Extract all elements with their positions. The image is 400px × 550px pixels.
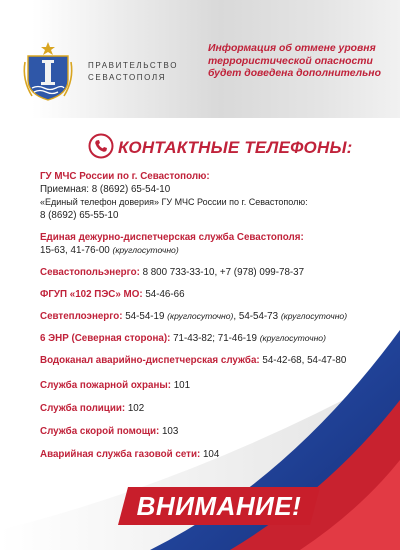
phone-line xyxy=(40,244,380,257)
contact-edds xyxy=(40,231,380,257)
government-name xyxy=(88,60,198,84)
org-name: Водоканал аварийно-диспетчерская служба: xyxy=(40,355,260,366)
org-name: ГУ МЧС России по г. Севастополю: xyxy=(40,171,210,182)
org-name: Единая дежурно-диспетчерская служба Севастополя: xyxy=(40,232,304,243)
contact-mchs xyxy=(40,170,380,222)
phone-icon xyxy=(88,133,114,159)
org-name: ФГУП «102 ПЭС» МО: xyxy=(40,289,143,300)
attention-text: ВНИМАНИЕ! xyxy=(136,491,302,521)
threat-level-notice: Информация об отмене уровня террористической опасности будет доведена дополнительно xyxy=(208,43,381,79)
contacts-title: КОНТАКТНЫЕ ТЕЛЕФОНЫ: xyxy=(118,138,353,157)
hotline-number: 8 (8692) 65-55-10 xyxy=(40,210,119,221)
org-name: Служба пожарной охраны: xyxy=(40,380,171,391)
gov-line-1: ПРАВИТЕЛЬСТВО xyxy=(88,61,179,70)
reception-line xyxy=(40,183,380,196)
hotline-label: «Единый телефон доверия» ГУ МЧС России по г. Севастополю: xyxy=(40,197,308,207)
phone-numbers: 54-46-66 xyxy=(142,289,185,300)
phone-number: 102 xyxy=(125,403,145,414)
org-name: Севтеплоэнерго: xyxy=(40,311,123,322)
hours-note-1: (круглосуточно) xyxy=(167,311,234,321)
org-name: Служба полиции: xyxy=(40,403,126,414)
contact-sevteploenergo xyxy=(40,310,380,323)
phone-number: 101 xyxy=(171,380,191,391)
header xyxy=(0,0,400,118)
phone-number-2: , 54-54-73 xyxy=(233,311,281,322)
phone-number: 104 xyxy=(200,449,220,460)
contact-sevastopolenergo xyxy=(40,266,380,279)
hours-note: (круглосуточно) xyxy=(259,333,326,343)
org-name: Севастопольэнерго: xyxy=(40,267,140,278)
gov-line-2: СЕВАСТОПОЛЯ xyxy=(88,73,167,82)
reception-number: 8 (8692) 65-54-10 xyxy=(91,184,171,195)
phone-numbers: 54-42-68, 54-47-80 xyxy=(259,355,347,366)
phone-numbers: 15-63, 41-76-00 xyxy=(40,245,110,256)
phone-number: 103 xyxy=(159,426,179,437)
org-name: 6 ЭНР (Северная сторона): xyxy=(40,333,171,344)
hours-note: (круглосуточно) xyxy=(112,245,179,255)
contact-102-pes xyxy=(40,288,380,301)
reception-label: Приемная: xyxy=(40,184,92,195)
sevastopol-coat-of-arms-icon xyxy=(20,40,76,102)
phone-numbers: 71-43-82; 71-46-19 xyxy=(170,333,260,344)
phone-number-1: 54-54-19 xyxy=(122,311,168,322)
org-name: Аварийная служба газовой сети: xyxy=(40,449,201,460)
hours-note-2: (круглосуточно) xyxy=(280,311,348,321)
org-name: Служба скорой помощи: xyxy=(40,426,160,437)
phone-numbers: 8 800 733-33-10, +7 (978) 099-78-37 xyxy=(139,267,305,278)
